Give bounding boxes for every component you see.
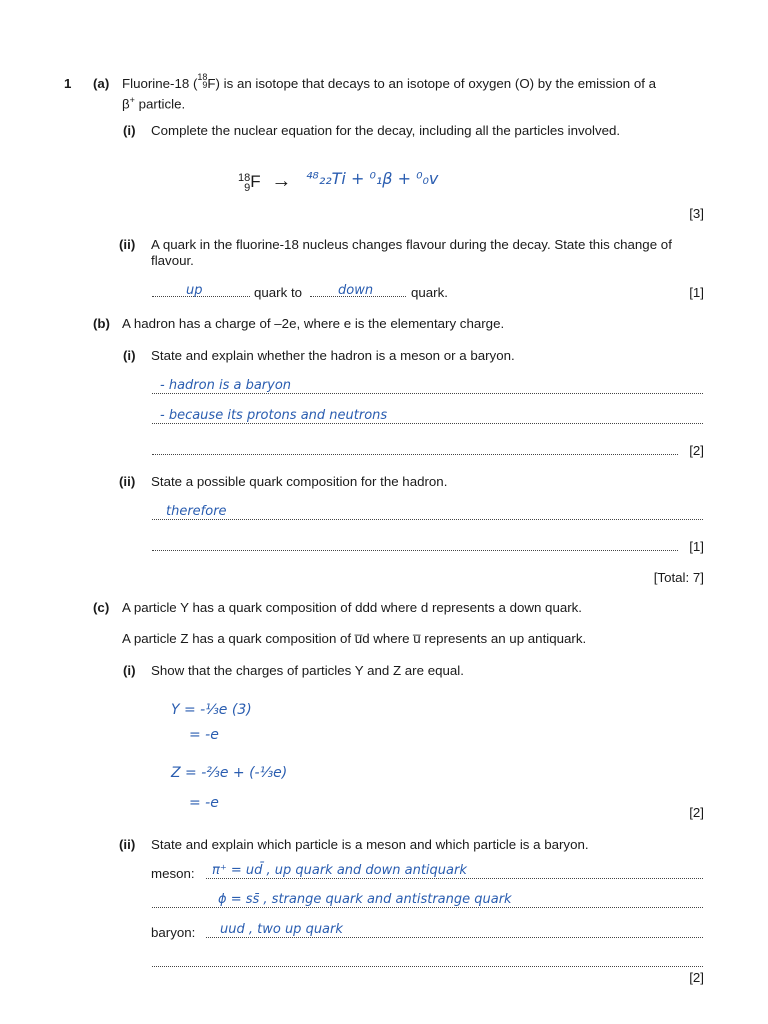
part-c-i-label: (i) <box>123 663 136 678</box>
part-a-i-label: (i) <box>123 123 136 138</box>
answer-line-baryon-2 <box>152 966 703 967</box>
quark-to-text: quark to <box>254 285 303 300</box>
handwritten-answer-from: up <box>186 283 203 298</box>
part-a-ii-question-line1: A quark in the fluorine-18 nucleus changes flavour during the decay. State this change of <box>151 237 672 252</box>
handwritten-meson-1: π⁺ = ud̄ , up quark and down antiquark <box>212 863 467 878</box>
baryon-label: baryon: <box>151 925 196 940</box>
part-b-ii-label: (ii) <box>119 474 136 489</box>
part-a-ii-label: (ii) <box>119 237 136 252</box>
marks-b-ii: [1] <box>689 539 704 554</box>
part-b-i-label: (i) <box>123 348 136 363</box>
total-marks: [Total: 7] <box>653 570 704 585</box>
handwritten-b-i-line1: - hadron is a baryon <box>160 378 292 393</box>
handwritten-baryon-1: uud , two up quark <box>220 922 343 937</box>
handwritten-work-line4: = -e <box>189 795 219 811</box>
handwritten-work-line2: = -e <box>189 727 219 743</box>
part-b-label: (b) <box>93 316 110 331</box>
marks-c-i: [2] <box>689 805 704 820</box>
question-number: 1 <box>64 76 72 91</box>
part-a-label: (a) <box>93 76 110 91</box>
part-a-ii-question-line2: flavour. <box>151 253 194 268</box>
part-b-ii-question: State a possible quark composition for the hadron. <box>151 474 448 489</box>
handwritten-answer-to: down <box>338 283 374 298</box>
handwritten-equation-answer: ⁴⁸₂₂Ti + ⁰₁β + ⁰₀v <box>306 169 439 188</box>
handwritten-meson-2: ϕ = ss̄ , strange quark and antistrange quark <box>218 892 512 907</box>
part-b-question: A hadron has a charge of –2e, where e is the elementary charge. <box>122 316 505 331</box>
part-c-i-question: Show that the charges of particles Y and Z are equal. <box>151 663 464 678</box>
nuclear-equation: 18 9 F → <box>238 170 292 194</box>
handwritten-b-i-line2: - because its protons and neutrons <box>160 408 388 423</box>
part-c-ii-label: (ii) <box>119 837 136 852</box>
part-c-statement1: A particle Y has a quark composition of ddd where d represents a down quark. <box>122 600 583 615</box>
part-c-label: (c) <box>93 600 110 615</box>
answer-line-b-ii-2 <box>152 550 678 551</box>
marks-b-i: [2] <box>689 443 704 458</box>
answer-line-b-ii-1 <box>152 519 703 520</box>
handwritten-work-line3: Z = -⅔e + (-⅓e) <box>171 765 288 781</box>
marks-c-ii: [2] <box>689 970 704 985</box>
part-a-intro-line2: β+ particle. <box>122 95 186 112</box>
part-a-i-question: Complete the nuclear equation for the decay, including all the particles involved. <box>151 123 621 138</box>
part-a-intro-line1: Fluorine-18 ( 18 9 F) is an isotope that decays to an isotope of oxygen (O) by the emission of a <box>122 72 657 91</box>
handwritten-work-line1: Y = -⅓e (3) <box>171 702 252 718</box>
handwritten-b-ii-line1: therefore <box>166 504 227 519</box>
quark-end-text: quark. <box>411 285 448 300</box>
answer-line-b-i-3 <box>152 454 678 455</box>
marks-a-i: [3] <box>689 206 704 221</box>
part-c-statement2: A particle Z has a quark composition of u̅d where u̅ represents an up antiquark. <box>122 631 587 646</box>
meson-label: meson: <box>151 866 195 881</box>
part-b-i-question: State and explain whether the hadron is a meson or a baryon. <box>151 348 515 363</box>
part-c-ii-question: State and explain which particle is a meson and which particle is a baryon. <box>151 837 589 852</box>
marks-a-ii: [1] <box>689 285 704 300</box>
